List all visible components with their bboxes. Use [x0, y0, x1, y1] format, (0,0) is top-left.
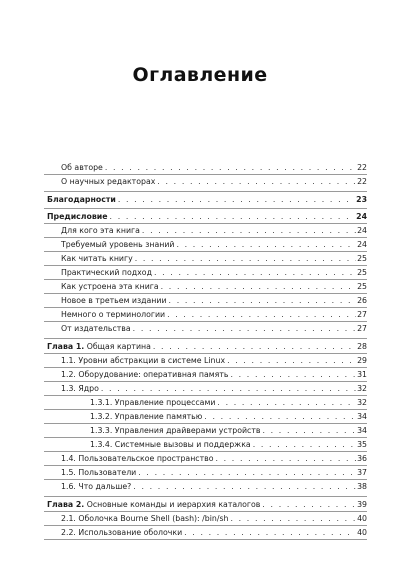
toc-entry-label: Об авторе [61, 163, 103, 172]
toc-entry-page: 29 [357, 356, 367, 365]
toc-entry-page: 38 [357, 482, 367, 491]
toc-entry-page: 39 [357, 500, 367, 509]
dot-leader [262, 499, 356, 511]
row-divider [44, 251, 367, 252]
dot-leader [230, 369, 356, 381]
toc-entry[interactable] [61, 225, 367, 237]
toc-entry[interactable] [90, 425, 367, 437]
toc-entry-label: 2.1. Оболочка Bourne Shell (bash): /bin/sh [61, 514, 229, 523]
dot-leader [142, 225, 356, 237]
toc-entry[interactable] [61, 369, 367, 381]
row-divider [44, 321, 367, 322]
dot-leader [135, 253, 356, 265]
row-divider [44, 437, 367, 438]
toc-entry-page: 25 [357, 254, 367, 263]
toc-entry[interactable] [61, 162, 367, 174]
row-divider [44, 338, 367, 339]
toc-entry-label: О научных редакторах [61, 177, 156, 186]
dot-leader [169, 295, 357, 307]
toc-entry-page: 24 [357, 240, 367, 249]
row-divider [44, 208, 367, 209]
toc-entry-page: 24 [356, 212, 367, 221]
toc-entry-page: 35 [357, 440, 367, 449]
dot-leader [118, 194, 355, 206]
dot-leader [133, 323, 356, 335]
row-divider [44, 496, 367, 497]
row-divider [44, 381, 367, 382]
toc-entry-page: 32 [357, 398, 367, 407]
dot-leader [262, 425, 356, 437]
row-divider [44, 191, 367, 192]
toc-entry[interactable] [61, 281, 367, 293]
toc-entry-label: Как читать книгу [61, 254, 133, 263]
toc-entry[interactable] [61, 253, 367, 265]
toc-entry[interactable] [90, 439, 367, 451]
toc-entry[interactable] [61, 176, 367, 188]
row-divider [44, 174, 367, 175]
row-divider [44, 223, 367, 224]
toc-entry-label: Благодарности [47, 195, 116, 204]
row-divider [44, 367, 367, 368]
toc-entry-page: 25 [357, 268, 367, 277]
dot-leader [253, 439, 356, 451]
dot-leader [133, 481, 356, 493]
toc-entry-label: 1.1. Уровни абстракции в системе Linux [61, 356, 226, 365]
chapter-number: Глава 1. [47, 342, 85, 351]
toc-entry-label: 1.3. Ядро [61, 384, 99, 393]
dot-leader [105, 162, 356, 174]
row-divider [44, 423, 367, 424]
row-divider [44, 293, 367, 294]
toc-entry[interactable] [61, 467, 367, 479]
toc-entry[interactable] [61, 267, 367, 279]
toc-entry-page: 26 [357, 296, 367, 305]
toc-entry-page: 36 [357, 454, 367, 463]
toc-entry-label: Требуемый уровень знаний [61, 240, 175, 249]
toc-entry-label: 2.2. Использование оболочки [61, 528, 183, 537]
toc-entry-label: Для кого эта книга [61, 226, 140, 235]
toc-entry-label: Как устроена эта книга [61, 282, 159, 291]
toc-entry-page: 34 [357, 426, 367, 435]
toc-entry[interactable] [61, 383, 367, 395]
row-divider [44, 465, 367, 466]
toc-entry-page: 25 [357, 282, 367, 291]
toc-entry-label: Немного о терминологии [61, 310, 166, 319]
dot-leader [215, 453, 356, 465]
dot-leader [157, 176, 356, 188]
toc-entry-label: Предисловие [47, 212, 108, 221]
row-divider [44, 451, 367, 452]
toc-entry[interactable] [61, 513, 367, 525]
toc-entry[interactable] [47, 211, 367, 223]
dot-leader [167, 309, 356, 321]
toc-entry[interactable] [61, 481, 367, 493]
toc-entry[interactable] [47, 194, 367, 206]
toc-entry[interactable] [61, 295, 367, 307]
toc-entry-page: 37 [357, 468, 367, 477]
dot-leader [110, 211, 356, 223]
toc-entry-page: 27 [357, 324, 367, 333]
toc-entry[interactable] [61, 527, 367, 539]
toc-entry-page: 22 [357, 177, 367, 186]
toc-entry-page: 32 [357, 384, 367, 393]
toc-entry-page: 23 [356, 195, 367, 204]
row-divider [44, 511, 367, 512]
dot-leader [227, 355, 356, 367]
dot-leader [176, 239, 356, 251]
row-divider [44, 307, 367, 308]
toc-entry-label: От издательства [61, 324, 131, 333]
toc-chapter-entry[interactable] [47, 499, 367, 511]
toc-entry-page: 31 [357, 370, 367, 379]
toc-entry-page: 27 [357, 310, 367, 319]
toc-entry-label: Общая картина [84, 342, 151, 351]
toc-entry-label: Практический подход [61, 268, 152, 277]
row-divider [44, 479, 367, 480]
row-divider [44, 395, 367, 396]
dot-leader [154, 267, 356, 279]
toc-entry-label: 1.4. Пользовательское пространство [61, 454, 214, 463]
toc-entry-label: Новое в третьем издании [61, 296, 167, 305]
toc-entry-page: 28 [357, 342, 367, 351]
chapter-number: Глава 2. [47, 500, 85, 509]
row-divider [44, 539, 367, 540]
toc-entry[interactable] [90, 411, 367, 423]
toc-entry-label: 1.3.2. Управление памятью [90, 412, 203, 421]
toc-entry-page: 40 [357, 528, 367, 537]
dot-leader [217, 397, 356, 409]
toc-entry-label: 1.3.4. Системные вызовы и поддержка [90, 440, 251, 449]
page-title: Оглавление [132, 64, 268, 86]
toc-entry-label: 1.6. Что дальше? [61, 482, 132, 491]
toc-entry-page: 34 [357, 412, 367, 421]
toc-entry-page: 22 [357, 163, 367, 172]
dot-leader [153, 341, 356, 353]
dot-leader [161, 281, 356, 293]
toc-chapter-entry[interactable] [47, 341, 367, 353]
dot-leader [204, 411, 356, 423]
toc-entry-page: 24 [357, 226, 367, 235]
toc-entry-label: 1.5. Пользователи [61, 468, 137, 477]
row-divider [44, 265, 367, 266]
toc-entry[interactable] [90, 397, 367, 409]
row-divider [44, 279, 367, 280]
toc-entry-label: 1.3.3. Управления драйверами устройств [90, 426, 261, 435]
toc-entry-page: 40 [357, 514, 367, 523]
toc-entry[interactable] [61, 309, 367, 321]
toc-entry-label: Основные команды и иерархия каталогов [84, 500, 261, 509]
toc-entry[interactable] [61, 323, 367, 335]
dot-leader [230, 513, 356, 525]
toc-entry-label: 1.3.1. Управление процессами [90, 398, 216, 407]
toc-entry[interactable] [61, 453, 367, 465]
dot-leader [184, 527, 356, 539]
row-divider [44, 525, 367, 526]
toc-entry[interactable] [61, 239, 367, 251]
toc-entry[interactable] [61, 355, 367, 367]
toc-entry-label: 1.2. Оборудование: оперативная память [61, 370, 229, 379]
dot-leader [138, 467, 356, 479]
row-divider [44, 237, 367, 238]
dot-leader [101, 383, 356, 395]
row-divider [44, 409, 367, 410]
row-divider [44, 353, 367, 354]
